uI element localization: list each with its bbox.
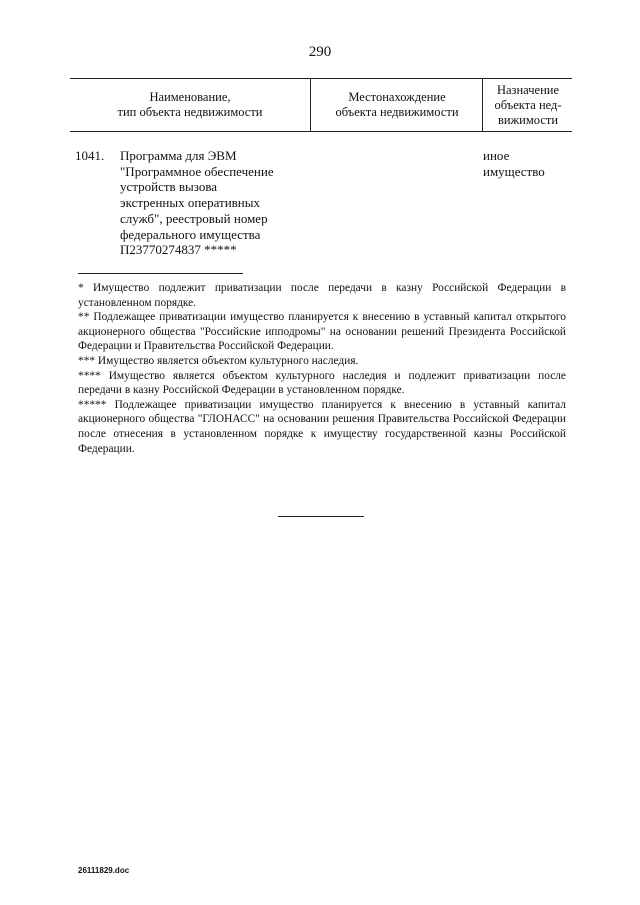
header-purpose-cell bbox=[482, 79, 573, 131]
header-name-line: тип объекта недвижимости bbox=[117, 105, 263, 119]
table-header bbox=[70, 78, 572, 132]
row-purpose-cell bbox=[483, 148, 545, 179]
row-name-line: служб", реестровый номер bbox=[120, 210, 268, 226]
document-id: 26111829.doc bbox=[78, 866, 130, 875]
header-location-line: объекта недвижимости bbox=[335, 105, 459, 119]
footnote: * Имущество подлежит приватизации после передачи в казну Российской Федерации в установленном порядке. bbox=[78, 282, 566, 309]
page-number: 290 bbox=[308, 44, 332, 60]
row-name-line: федерального имущества bbox=[120, 226, 261, 242]
end-divider bbox=[278, 516, 364, 517]
footnotes bbox=[78, 281, 566, 456]
row-name-line: устройств вызова bbox=[120, 179, 218, 195]
row-name-cell bbox=[120, 148, 310, 258]
header-purpose-line: Назначение bbox=[496, 82, 559, 97]
row-purpose-line: иное bbox=[483, 148, 510, 163]
footnote: **** Имущество является объектом культурного наследия и подлежит приватизации после передачи в казну Российской Федерации в установленном порядке. bbox=[78, 369, 566, 397]
header-purpose-line: объекта нед- bbox=[494, 97, 562, 112]
footnote-divider bbox=[78, 273, 243, 274]
header-purpose-line: вижимости bbox=[497, 112, 559, 127]
header-location-cell bbox=[310, 79, 483, 131]
footnote: ** Подлежащее приватизации имущество планируется к внесению в уставный капитал открытого акционерного общества "Российские ипподромы" на основании решений Президента Российской Федерации и Правительства Российской Федерации. bbox=[78, 311, 566, 353]
header-name-cell bbox=[70, 79, 310, 131]
row-name-line: "Программное обеспечение bbox=[120, 163, 274, 179]
footnote: *** Имущество является объектом культурного наследия. bbox=[78, 354, 359, 367]
header-location-line: Местонахождение bbox=[348, 90, 446, 104]
row-number: 1041. bbox=[75, 148, 105, 163]
header-name-line: Наименование, bbox=[149, 90, 231, 104]
row-name-line: П23770274837 ***** bbox=[120, 242, 237, 258]
row-name-line: Программа для ЭВМ bbox=[120, 148, 237, 163]
footnote: ***** Подлежащее приватизации имущество планируется к внесению в уставный капитал акционерного общества "ГЛОНАСС" на основании решения Правительства Российской Федерации после отнесения в установленном порядке к имуществу государственной казны Российской Федерации. bbox=[78, 398, 566, 455]
row-purpose-line: имущество bbox=[483, 163, 545, 179]
row-name-line: экстренных оперативных bbox=[120, 195, 260, 211]
